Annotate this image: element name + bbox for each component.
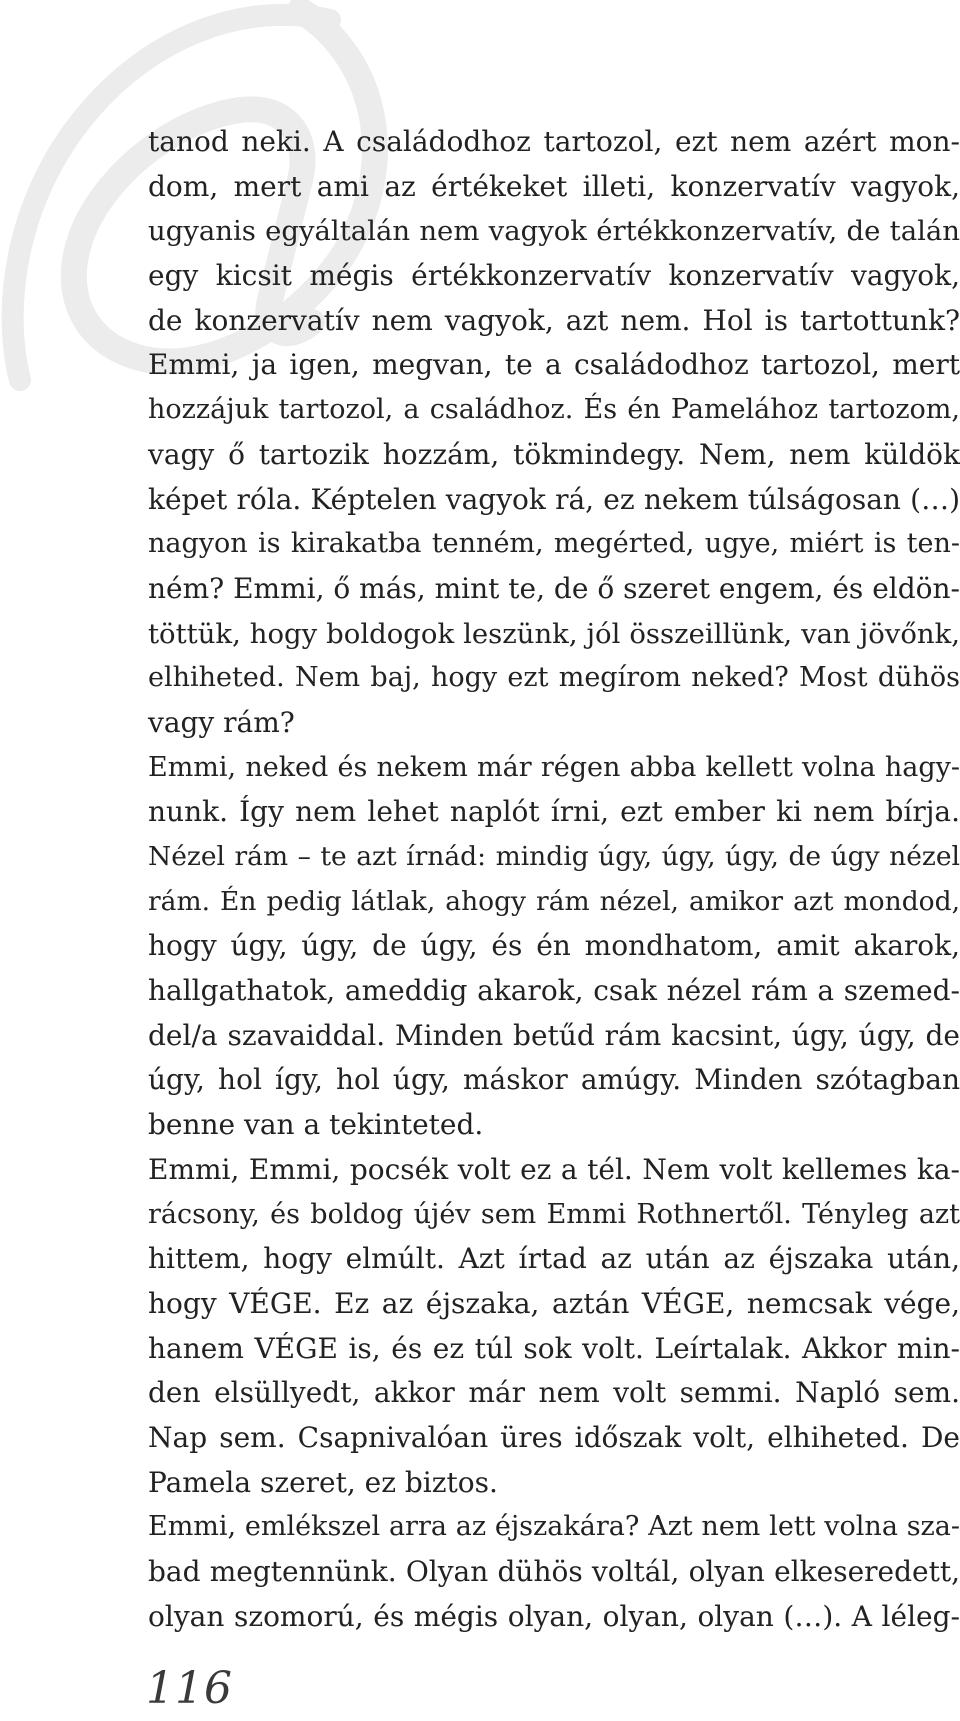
text-line: úgy, hol így, hol úgy, máskor amúgy. Minden szótagban (148, 1063, 960, 1097)
page-body-text (148, 120, 960, 1639)
text-line: töttük, hogy boldogok leszünk, jól összeillünk, van jövőnk, (148, 617, 960, 650)
text-line: dom, mert ami az értékeket illeti, konzervatív vagyok, (148, 169, 960, 203)
text-line: benne van a tekinteted. (148, 1108, 484, 1142)
text-line: vagy ő tartozik hozzám, tökmindegy. Nem, nem küldök (148, 437, 960, 471)
text-line: tanod neki. A családodhoz tartozol, ezt nem azért mon- (148, 125, 960, 158)
text-line: den elsüllyedt, akkor már nem volt semmi. Napló sem. (148, 1376, 960, 1410)
page-number: 116 (146, 1663, 233, 1714)
text-line: hallgathatok, ameddig akarok, csak nézel rám a szemed- (148, 974, 960, 1008)
text-line: bad megtennünk. Olyan dühös voltál, olyan elkeseredett, (148, 1555, 960, 1588)
text-line: Emmi, neked és nekem már régen abba kellett volna hagy- (148, 751, 960, 783)
text-line: de konzervatív nem vagyok, azt nem. Hol is tartottunk? (148, 303, 960, 337)
text-line: Pamela szeret, ez biztos. (148, 1465, 498, 1499)
text-line: egy kicsit mégis értékkonzervatív konzervatív vagyok, (148, 259, 960, 293)
text-line: hogy VÉGE. Ez az éjszaka, aztán VÉGE, nemcsak vége, (148, 1286, 960, 1320)
text-line: Emmi, Emmi, pocsék volt ez a tél. Nem volt kellemes ka- (148, 1152, 960, 1186)
text-line: rám. Én pedig látlak, ahogy rám nézel, amikor azt mondod, (148, 885, 960, 917)
text-line: Emmi, emlékszel arra az éjszakára? Azt nem lett volna sza- (148, 1511, 960, 1543)
text-line: Emmi, ja igen, megvan, te a családodhoz tartozol, mert (148, 348, 960, 382)
text-line: ugyanis egyáltalán nem vagyok értékkonzervatív, de talán (148, 215, 960, 248)
text-line: képet róla. Képtelen vagyok rá, ez nekem túlságosan (…) (148, 482, 960, 516)
text-line: hittem, hogy elmúlt. Azt írtad az után az éjszaka után, (148, 1242, 960, 1276)
text-line: hozzájuk tartozol, a családhoz. És én Pamelához tartozom, (148, 394, 960, 426)
text-line: Nap sem. Csapnivalóan üres időszak volt, elhiheted. De (148, 1420, 960, 1454)
text-line: hogy úgy, úgy, de úgy, és én mondhatom, amit akarok, (148, 929, 960, 963)
text-line: nunk. Így nem lehet naplót írni, ezt ember ki nem bírja. (148, 795, 960, 829)
text-line: nagyon is kirakatba tenném, megérted, ugye, miért is ten- (148, 528, 960, 560)
text-line: olyan szomorú, és mégis olyan, olyan, olyan (…). A léleg- (148, 1599, 960, 1633)
text-line: hanem VÉGE is, és ez túl sok volt. Leírtalak. Akkor min- (148, 1331, 960, 1365)
text-line: Nézel rám – te azt írnád: mindig úgy, úgy, úgy, de úgy nézel (148, 841, 960, 872)
text-line: ném? Emmi, ő más, mint te, de ő szeret engem, és eldön- (148, 571, 960, 605)
text-line: vagy rám? (148, 705, 295, 739)
text-line: rácsony, és boldog újév sem Emmi Rothnertől. Tényleg azt (148, 1198, 960, 1230)
text-line: del/a szavaiddal. Minden betűd rám kacsint, úgy, úgy, de (148, 1018, 960, 1052)
text-line: elhiheted. Nem baj, hogy ezt megírom neked? Most dühös (148, 662, 960, 694)
